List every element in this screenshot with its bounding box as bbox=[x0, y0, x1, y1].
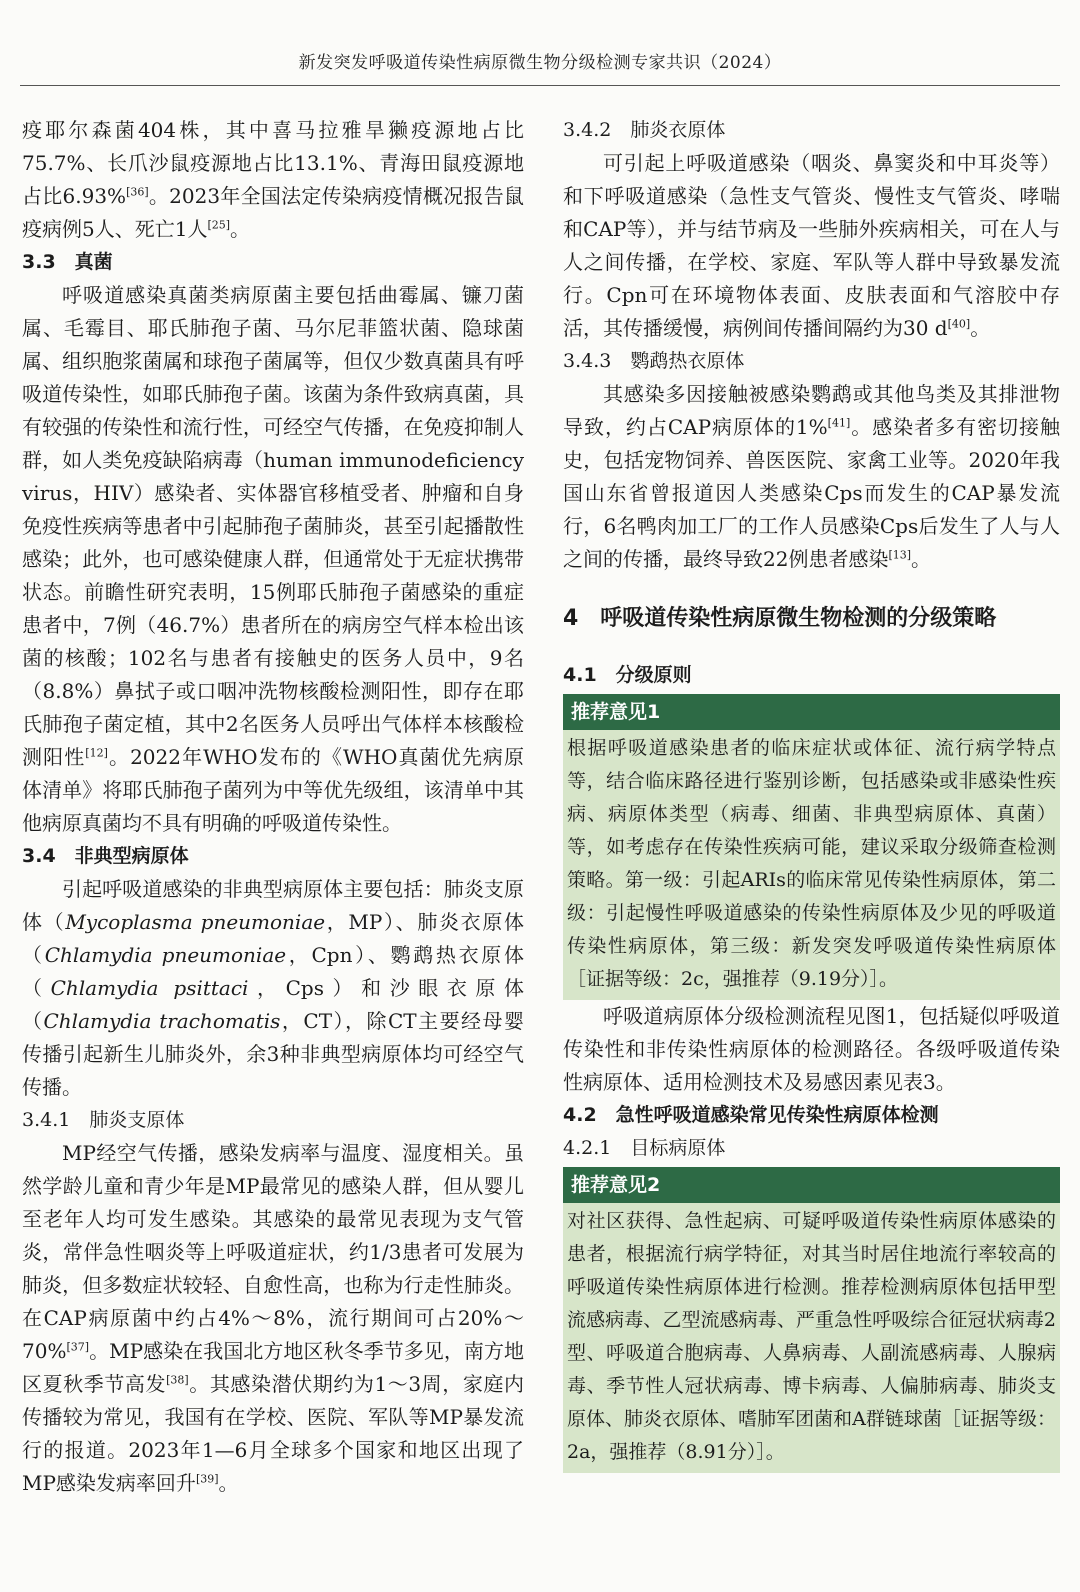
section-heading-atypical: 3.4 非典型病原体 bbox=[22, 845, 189, 867]
subsection-heading-mp: 3.4.1 肺炎支原体 bbox=[22, 1109, 185, 1131]
paragraph-plague-stats: 疫耶尔森菌404株，其中喜马拉雅旱獭疫源地占比75.7%、长爪沙鼠疫源地占比13.1%、青海田鼠疫源地占比6.93%[36]。2023年全国法定传染病疫情概况报告鼠疫病例5人、死亡1人[25]。 bbox=[22, 118, 524, 241]
subsection-heading-cps: 3.4.3 鹦鹉热衣原体 bbox=[563, 350, 745, 372]
paragraph-atypical: 引起呼吸道感染的非典型病原体主要包括：肺炎支原体（Mycoplasma pneumoniae，MP）、肺炎衣原体（Chlamydia pneumoniae，Cpn）、鹦鹉热衣原体（Chlamydia psittaci，Cps）和沙眼衣原体（Chlamydia trachomatis，CT），除CT主要经母婴传播引起新生儿肺炎外，余3种非典型病原体均可经空气传播。 bbox=[22, 877, 525, 1099]
paragraph-cps: 其感染多因接触被感染鹦鹉或其他鸟类及其排泄物导致，约占CAP病原体的1%[41]。感染者多有密切接触史，包括宠物饲养、兽医医院、家禽工业等。2020年我国山东省曾报道因人类感染Cps而发生的CAP暴发流行，6名鸭肉加工厂的工作人员感染Cps后发生了人与人之间的传播，最终导致22例患者感染[13]。 bbox=[563, 382, 1060, 571]
journal-header-title: 新发突发呼吸道传染性病原微生物分级检测专家共识（2024） bbox=[298, 53, 782, 73]
section-heading-4-2: 4.2 急性呼吸道感染常见传染性病原体检测 bbox=[563, 1104, 939, 1126]
recommendation-1-body: 根据呼吸道感染患者的临床症状或体征、流行病学特点等，结合临床路径进行鉴别诊断，包括感染或非感染性疾病、病原体类型（病毒、细菌、非典型病原体、真菌）等，如考虑存在传染性疾病可能，建议采取分级筛查检测策略。第一级：引起ARIs的临床常见传染性病原体，第二级：引起慢性呼吸道感染的传染性病原体及少见的呼吸道传染性病原体，第三级：新发突发呼吸道传染性病原体［证据等级：2c，强推荐（9.19分）］。 bbox=[567, 737, 1056, 990]
recommendation-1-title: 推荐意见1 bbox=[563, 694, 1060, 730]
left-column bbox=[22, 114, 524, 1500]
subsection-heading-cpn: 3.4.2 肺炎衣原体 bbox=[563, 119, 726, 141]
running-header bbox=[0, 0, 1080, 100]
header-divider bbox=[20, 85, 1060, 86]
subsection-heading-4-2-1: 4.2.1 目标病原体 bbox=[563, 1137, 726, 1159]
right-column bbox=[563, 114, 1060, 1473]
paragraph-flowchart-ref: 呼吸道病原体分级检测流程见图1，包括疑似呼吸道传染性和非传染性病原体的检测路径。各级呼吸道传染性病原体、适用检测技术及易感因素见表3。 bbox=[563, 1004, 1060, 1094]
chapter-heading-4: 4 呼吸道传染性病原微生物检测的分级策略 bbox=[563, 606, 997, 631]
section-heading-4-1: 4.1 分级原则 bbox=[563, 664, 692, 686]
recommendation-2-title: 推荐意见2 bbox=[563, 1167, 1060, 1203]
recommendation-box-2 bbox=[563, 1167, 1060, 1473]
paragraph-cpn: 可引起上呼吸道感染（咽炎、鼻窦炎和中耳炎等）和下呼吸道感染（急性支气管炎、慢性支气管炎、哮喘和CAP等），并与结节病及一些肺外疾病相关，可在人与人之间传播，在学校、家庭、军队等人群中导致暴发流行。Cpn可在环境物体表面、皮肤表面和气溶胶中存活，其传播缓慢，病例间传播间隔约为30 d[40]。 bbox=[563, 151, 1060, 340]
paragraph-fungi: 呼吸道感染真菌类病原菌主要包括曲霉属、镰刀菌属、毛霉目、耶氏肺孢子菌、马尔尼菲篮状菌、隐球菌属、组织胞浆菌属和球孢子菌属等，但仅少数真菌具有呼吸道传染性，如耶氏肺孢子菌。该菌为条件致病真菌，具有较强的传染性和流行性，可经空气传播，在免疫抑制人群，如人类免疫缺陷病毒（human immunodeficiency virus，HIV）感染者、实体器官移植受者、肿瘤和自身免疫性疾病等患者中引起肺孢子菌肺炎，甚至引起播散性感染；此外，也可感染健康人群，但通常处于无症状携带状态。前瞻性研究表明，15例耶氏肺孢子菌感染的重症患者中，7例（46.7%）患者所在的病房空气样本检出该菌的核酸；102名与患者有接触史的医务人员中，9名（8.8%）鼻拭子或口咽冲洗物核酸检测阳性，即存在耶氏肺孢子菌定植，其中2名医务人员呼出气体样本核酸检测阳性[12]。2022年WHO发布的《WHO真菌优先病原体清单》将耶氏肺孢子菌列为中等优先级组，该清单中其他病原真菌均不具有明确的呼吸道传染性。 bbox=[22, 283, 525, 835]
recommendation-box-1 bbox=[563, 694, 1060, 1000]
recommendation-2-body: 对社区获得、急性起病、可疑呼吸道传染性病原体感染的患者，根据流行病学特征，对其当时居住地流行率较高的呼吸道传染性病原体进行检测。推荐检测病原体包括甲型流感病毒、乙型流感病毒、严重急性呼吸综合征冠状病毒2型、呼吸道合胞病毒、人鼻病毒、人副流感病毒、人腺病毒、季节性人冠状病毒、博卡病毒、人偏肺病毒、肺炎支原体、肺炎衣原体、嗜肺军团菌和A群链球菌［证据等级：2a，强推荐（8.91分）］。 bbox=[567, 1210, 1056, 1463]
paragraph-mp: MP经空气传播，感染发病率与温度、湿度相关。虽然学龄儿童和青少年是MP最常见的感染人群，但从婴儿至老年人均可发生感染。其感染的最常见表现为支气管炎，常伴急性咽炎等上呼吸道症状，约1/3患者可发展为肺炎，但多数症状较轻、自愈性高，也称为行走性肺炎。在CAP病原菌中约占4%～8%，流行期间可占20%～70%[37]。MP感染在我国北方地区秋冬季节多见，南方地区夏秋季节高发[38]。其感染潜伏期约为1～3周，家庭内传播较为常见，我国有在学校、医院、军队等MP暴发流行的报道。2023年1—6月全球多个国家和地区出现了MP感染发病率回升[39]。 bbox=[22, 1141, 525, 1495]
section-heading-fungi: 3.3 真菌 bbox=[22, 251, 113, 273]
